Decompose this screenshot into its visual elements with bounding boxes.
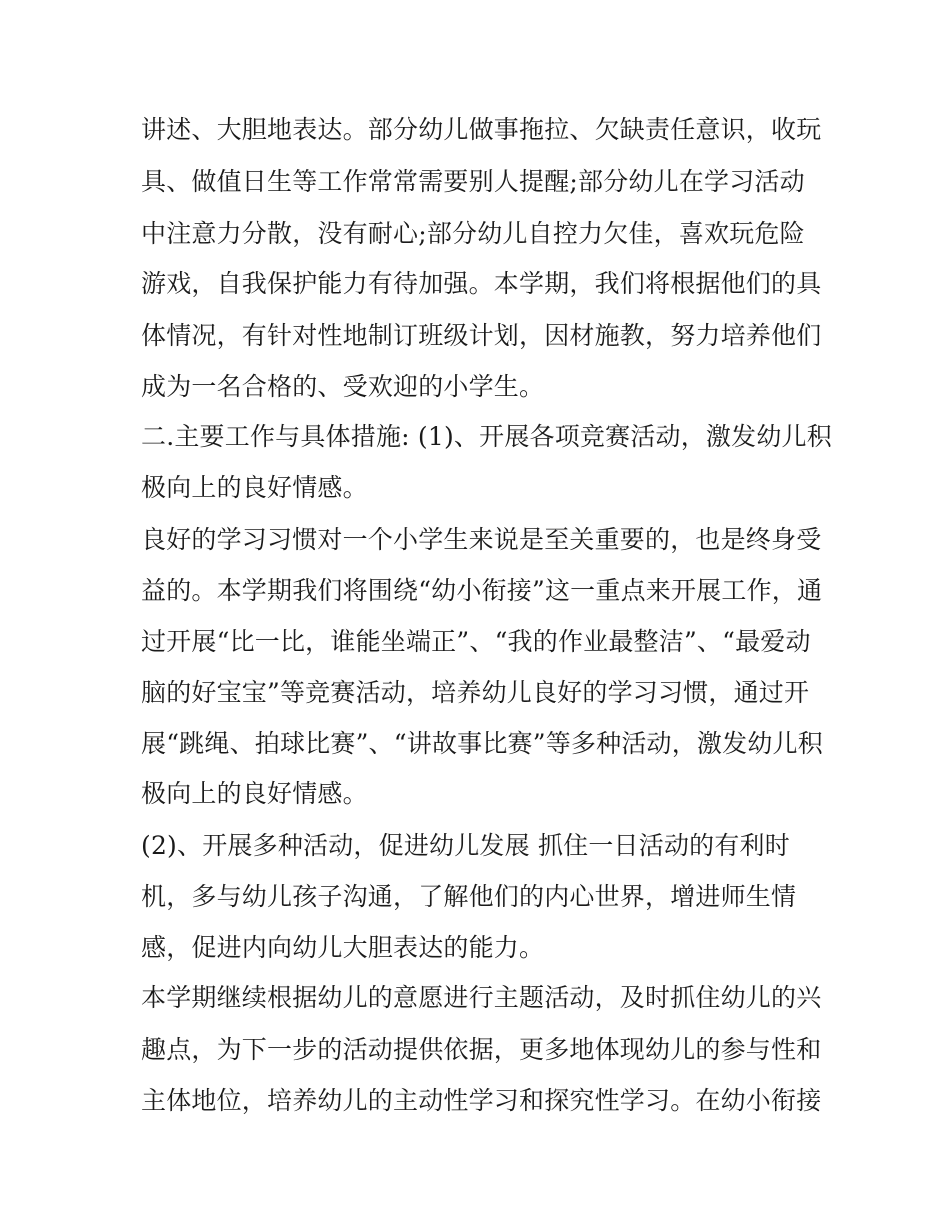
- text-line: 中注意力分散，没有耐心;部分幼儿自控力欠佳，喜欢玩危险: [141, 219, 805, 248]
- text-line: 脑的好宝宝”等竞赛活动，培养幼儿良好的学习习惯，通过开: [141, 678, 810, 707]
- section-heading: 二.主要工作与具体措施: (1)、开展各项竞赛活动，激发幼儿积: [141, 422, 832, 451]
- text-line: 主体地位，培养幼儿的主动性学习和探究性学习。在幼小衔接: [141, 1086, 822, 1115]
- text-line: 良好的学习习惯对一个小学生来说是至关重要的，也是终身受: [141, 525, 822, 554]
- text-line: 成为一名合格的、受欢迎的小学生。: [141, 372, 545, 401]
- text-line: 本学期继续根据幼儿的意愿进行主题活动，及时抓住幼儿的兴: [141, 983, 822, 1012]
- text-line: 展“跳绳、拍球比赛”、“讲故事比赛”等多种活动，激发幼儿积: [141, 729, 823, 758]
- text-line: 过开展“比一比，谁能坐端正”、“我的作业最整洁”、“最爱动: [141, 627, 811, 656]
- text-line: 体情况，有针对性地制订班级计划，因材施教，努力培养他们: [141, 321, 822, 350]
- text-line: 机，多与幼儿孩子沟通，了解他们的内心世界，增进师生情: [141, 882, 797, 911]
- text-line: 具、做值日生等工作常常需要别人提醒;部分幼儿在学习活动: [141, 167, 805, 196]
- text-line: 游戏，自我保护能力有待加强。本学期，我们将根据他们的具: [141, 269, 822, 298]
- text-line: 趣点，为下一步的活动提供依据，更多地体现幼儿的参与性和: [141, 1035, 822, 1064]
- text-line: 极向上的良好情感。: [141, 473, 368, 502]
- text-line: 感，促进内向幼儿大胆表达的能力。: [141, 933, 545, 962]
- text-line: 益的。本学期我们将围绕“幼小衔接”这一重点来开展工作，通: [141, 576, 823, 605]
- subsection-heading: (2)、开展多种活动，促进幼儿发展 抓住一日活动的有利时: [141, 831, 790, 860]
- text-line: 讲述、大胆地表达。部分幼儿做事拖拉、欠缺责任意识，收玩: [141, 115, 822, 144]
- text-line: 极向上的良好情感。: [141, 779, 368, 808]
